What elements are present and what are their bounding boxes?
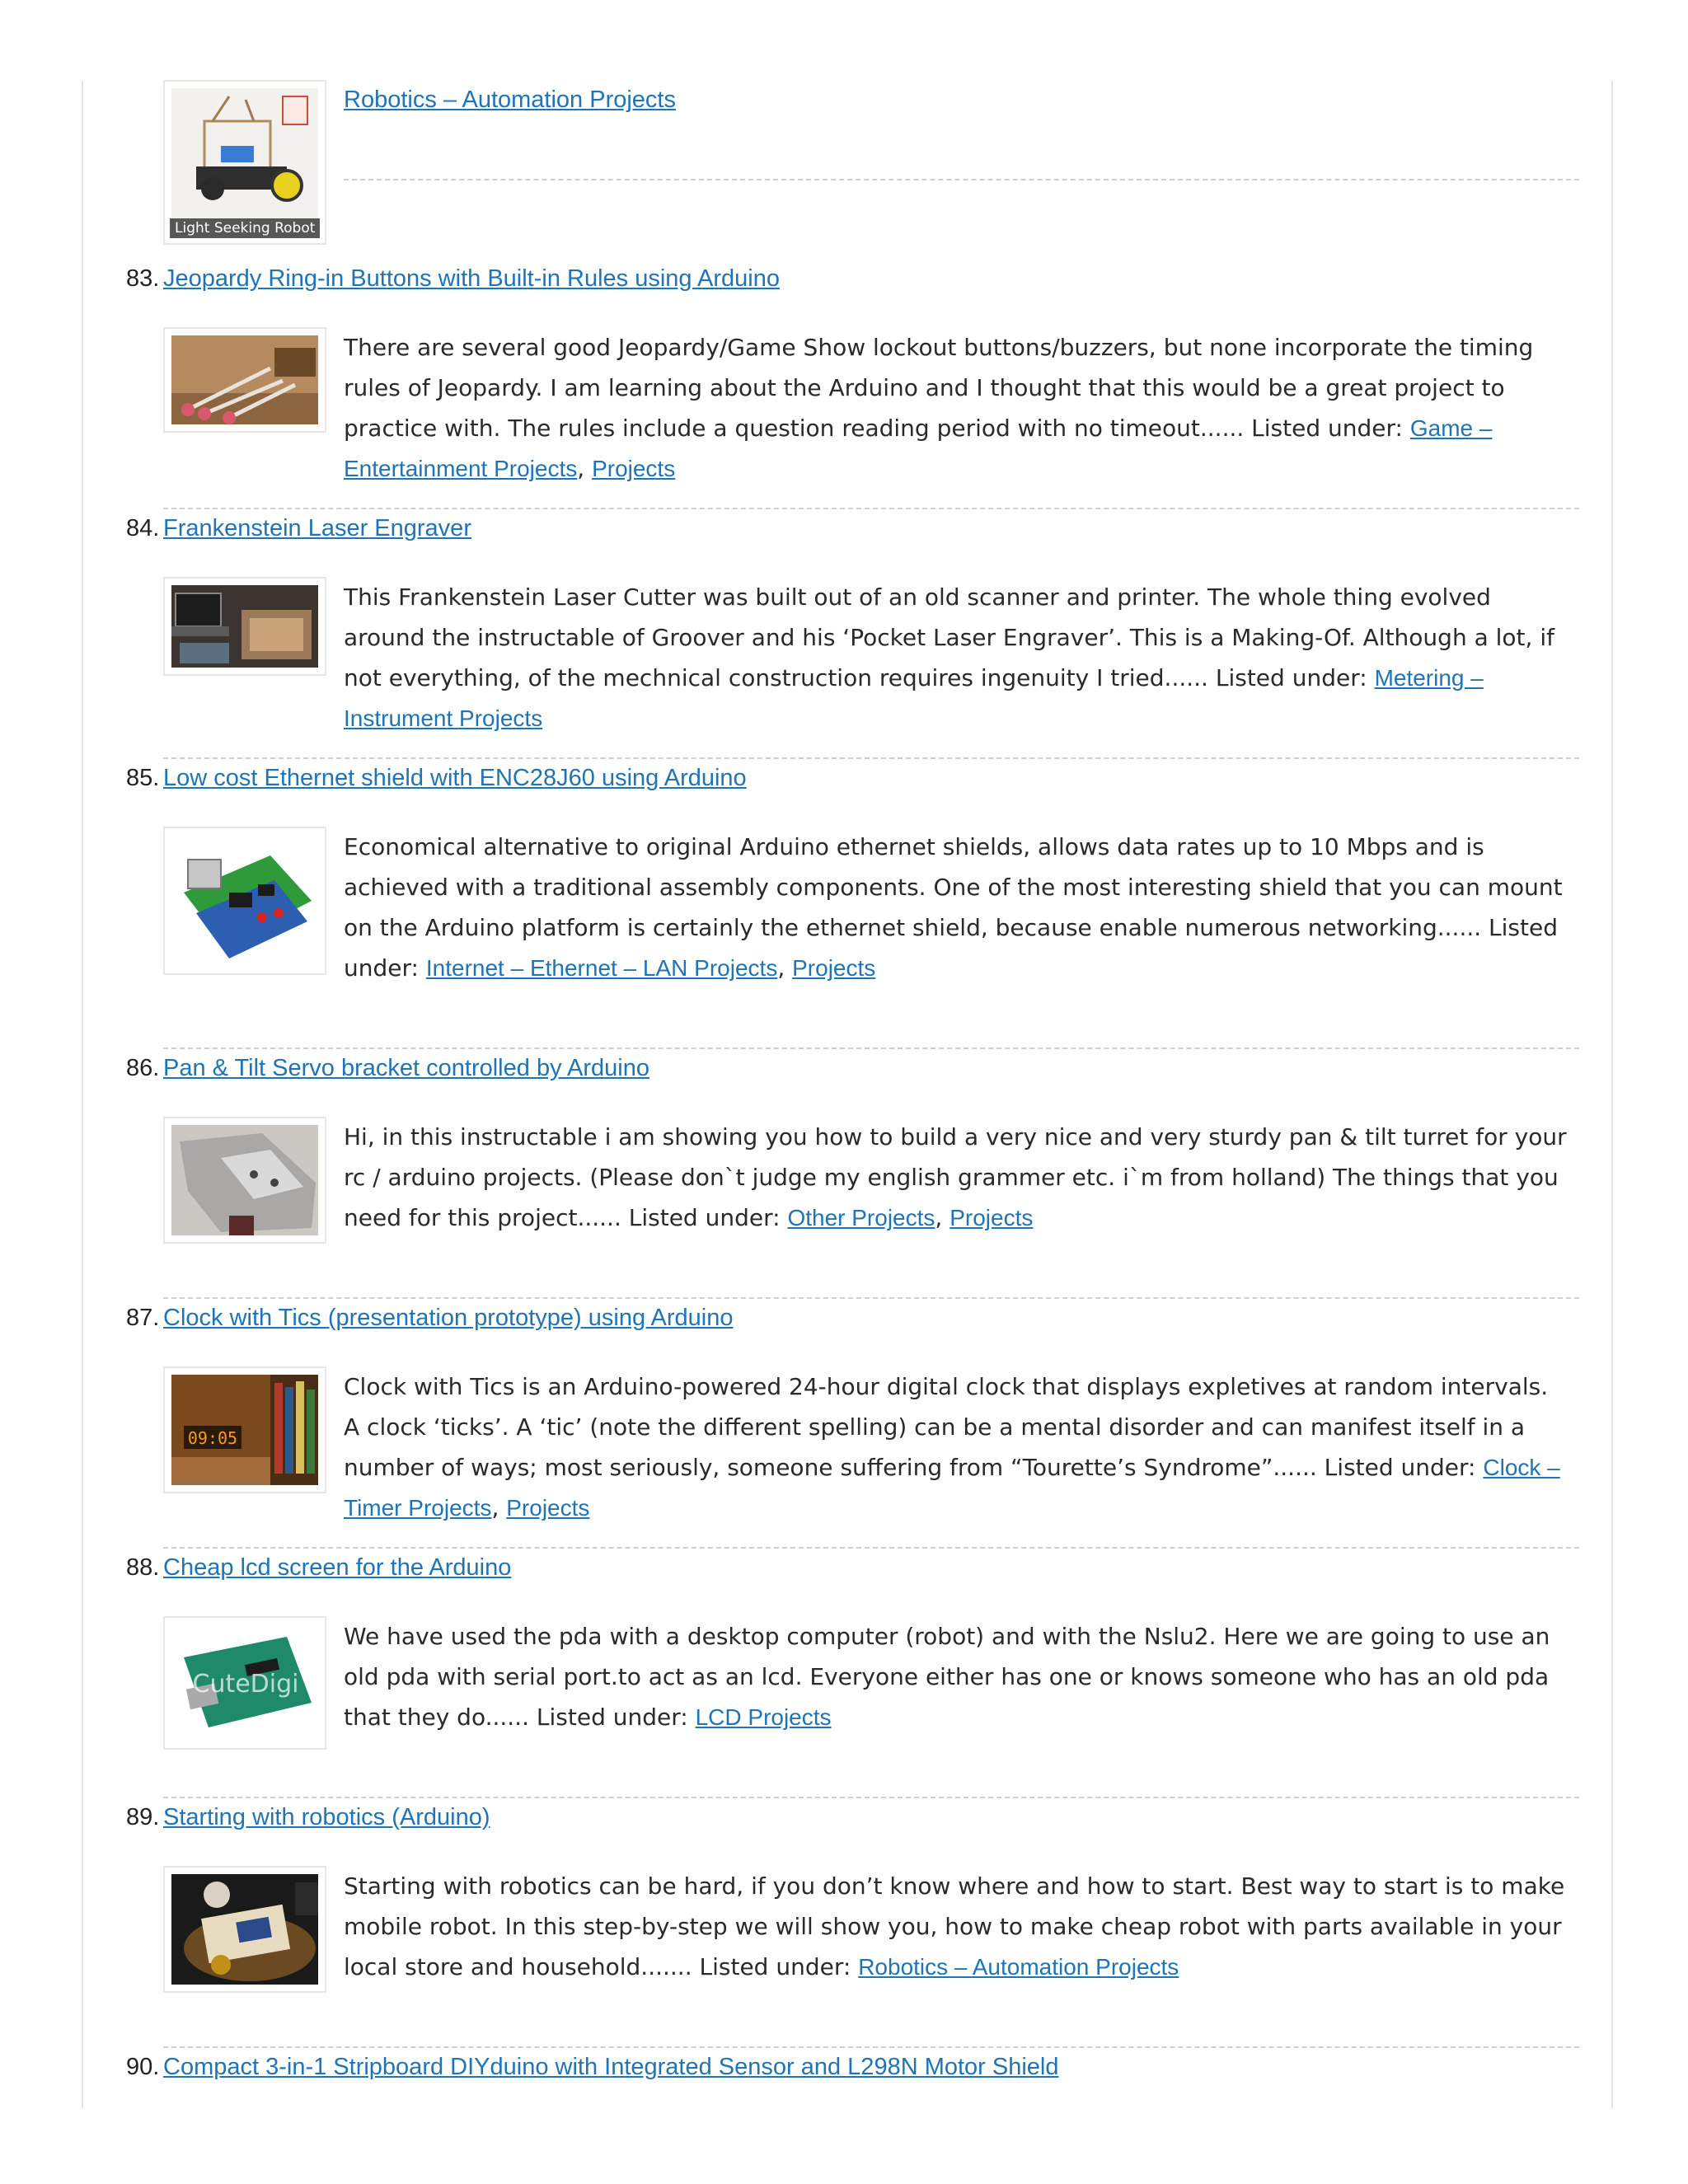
item-title-link[interactable]: Low cost Ethernet shield with ENC28J60 using Arduino [163,765,747,791]
thumbnail-pan-tilt-bracket[interactable] [163,1117,326,1244]
separator [163,508,1579,509]
thumbnail-ethernet-shield[interactable] [163,827,326,975]
description-text: Starting with robotics can be hard, if you don’t know where and how to start. Best way to start is to make mobile robot. In this step-by-step we will show you, how to make cheap robot with parts available in your local store and household....... Listed under: [344,1872,1565,1980]
thumbnail-laser-engraver[interactable] [163,577,326,676]
category-link[interactable]: Game – Entertainment Projects [344,415,1493,481]
description-text: We have used the pda with a desktop computer (robot) and with the Nslu2. Here we are going to use an old pda with serial port.to act as an lcd. Everyone either has one or knows someone who has an old pda that they do...... Listed under: [344,1623,1550,1731]
category-link[interactable]: Other Projects [787,1205,935,1230]
item-number: 90. [126,2054,160,2080]
thumbnail-jeopardy-buttons[interactable] [163,327,326,433]
category-link-top[interactable]: Robotics – Automation Projects [344,87,676,113]
thumbnail-caption: Light Seeking Robot [170,218,320,238]
item-description: Hi, in this instructable i am showing you how to build a very nice and very sturdy pan & tilt turret for your rc / arduino projects. (Please don`t judge my english grammer etc. i`m from holland) The things that you need for this project...... Listed under: Other Projects, Projects [344,1123,1567,1231]
separator [344,179,1579,180]
category-link[interactable]: Projects [506,1495,590,1521]
description-text: Hi, in this instructable i am showing you how to build a very nice and very sturdy pan & tilt turret for your rc / arduino projects. (Please don`t judge my english grammer etc. i`m from holland) The things that you need for this project...... Listed under: [344,1123,1567,1231]
description-text: Economical alternative to original Arduino ethernet shields, allows data rates up to 10 Mbps and is achieved with a traditional assembly components. One of the most interesting shield that you can mount on the Arduino platform is certainly the ethernet shield, because enable numerous networking...... Listed under: [344,833,1563,982]
thumbnail-light-seeking-robot[interactable] [163,80,326,245]
category-link[interactable]: Clock – Timer Projects [344,1455,1560,1521]
item-description: Economical alternative to original Arduino ethernet shields, allows data rates up to 10 Mbps and is achieved with a traditional assembly components. One of the most interesting shield that you can mount on the Arduino platform is certainly the ethernet shield, because enable numerous networking...... Listed under: Internet – Ethernet – LAN Projects, Projects [344,833,1563,982]
item-title-link[interactable]: Jeopardy Ring-in Buttons with Built-in Rules using Arduino [163,265,780,292]
category-link[interactable]: Projects [950,1205,1034,1230]
item-description [344,1616,1568,1737]
thumbnail-lcd-screen[interactable] [163,1616,326,1750]
description-text: There are several good Jeopardy/Game Show lockout buttons/buzzers, but none incorporate the timing rules of Jeopardy. I am learning about the Arduino and I thought that this would be a great project to practice with. The rules include a question reading period with no timeout...... Listed under: [344,334,1534,442]
item-number: 84. [126,515,160,541]
item-title-link[interactable]: Compact 3-in-1 Stripboard DIYduino with Integrated Sensor and L298N Motor Shield [163,2054,1059,2080]
description-text: This Frankenstein Laser Cutter was built out of an old scanner and printer. The whole thing evolved around the instructable of Groover and his ‘Pocket Laser Engraver’. This is a Making-Of. Although a lot, if not everything, of the mechnical construction requires ingenuity I tried...... Listed under: [344,583,1554,691]
item-description: Clock with Tics is an Arduino-powered 24-hour digital clock that displays expletives at random intervals. A clock ‘ticks’. A ‘tic’ (note the different spelling) can be a mental disorder and can manifest itself in a number of ways; most seriously, someone suffering from “Tourette’s Syndrome”...... Listed under: Clock – Timer Projects, Projects [344,1373,1560,1521]
category-link[interactable]: Projects [592,456,676,481]
separator [163,1297,1579,1299]
category-link[interactable]: Projects [792,955,876,981]
item-title-link[interactable]: Cheap lcd screen for the Arduino [163,1554,512,1581]
category-link[interactable]: Metering – Instrument Projects [344,665,1484,731]
category-link[interactable]: Internet – Ethernet – LAN Projects [425,955,778,981]
item-title-link[interactable]: Starting with robotics (Arduino) [163,1804,490,1830]
item-number: 87. [126,1305,160,1331]
category-link[interactable]: Robotics – Automation Projects [858,1954,1179,1980]
thumbnail-starting-robotics[interactable] [163,1866,326,1993]
item-number: 86. [126,1055,160,1081]
item-description [344,577,1568,738]
separator [163,1547,1579,1549]
item-title-link[interactable]: Pan & Tilt Servo bracket controlled by Arduino [163,1055,649,1081]
item-description [344,1866,1568,1987]
description-text: Clock with Tics is an Arduino-powered 24-hour digital clock that displays expletives at random intervals. A clock ‘ticks’. A ‘tic’ (note the different spelling) can be a mental disorder and can manifest itself in a number of ways; most seriously, someone suffering from “Tourette’s Syndrome”...... Listed under: [344,1373,1549,1481]
thumbnail-clock-with-tics[interactable] [163,1366,326,1493]
item-description: There are several good Jeopardy/Game Show lockout buttons/buzzers, but none incorporate the timing rules of Jeopardy. I am learning about the Arduino and I thought that this would be a great project to practice with. The rules include a question reading period with no timeout...... Listed under: Game – Entertainment Projects, Projects [344,334,1534,482]
separator [163,757,1579,759]
item-number: 83. [126,265,160,292]
separator [163,2046,1579,2048]
lcd-watermark: CuteDigi [192,1670,299,1699]
clock-digits: 09:05 [187,1428,238,1448]
category-link[interactable]: LCD Projects [695,1704,832,1730]
item-title-link[interactable]: Frankenstein Laser Engraver [163,515,471,541]
item-number: 89. [126,1804,160,1830]
item-title-link[interactable]: Clock with Tics (presentation prototype) using Arduino [163,1305,734,1331]
item-number: 88. [126,1554,160,1581]
item-number: 85. [126,765,160,791]
separator [163,1047,1579,1049]
separator [163,1797,1579,1798]
